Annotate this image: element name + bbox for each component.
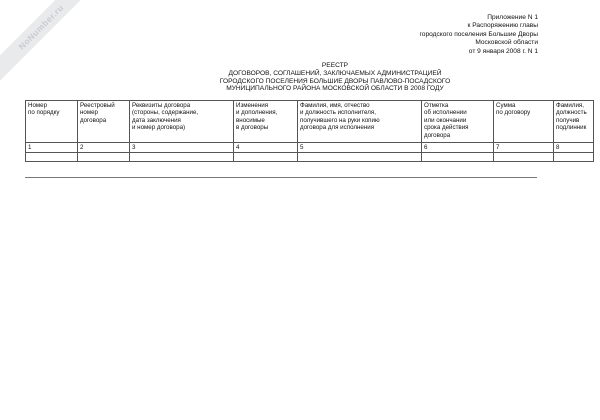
title-line: РЕЕСТР [321,62,349,69]
table-cell [298,153,422,162]
column-header: Номер по порядку [26,101,78,143]
column-number: 1 [26,143,78,153]
title-line: ГОРОДСКОГО ПОСЕЛЕНИЯ БОЛЬШИЕ ДВОРЫ ПАВЛОВО-ПОСАДСКОГО [219,77,451,85]
appendix-line: Приложение N 1 [487,14,538,21]
column-header: Фамилия, должность получив подлинник [554,101,594,143]
column-number: 5 [298,143,422,153]
column-header: Отметка об исполнении или окончании срока действия договора [422,101,494,143]
table-cell [494,153,554,162]
column-number: 3 [130,143,234,153]
column-number-row [26,143,594,153]
registry-table [25,100,594,162]
column-header: Фамилия, имя, отчество и должность исполнителя, получившего на руки копию договора для исполнения [298,101,422,143]
title-line: МУНИЦИПАЛЬНОГО РАЙОНА МОСКОВСКОЙ ОБЛАСТИ В 2008 ГОДУ [226,85,444,93]
column-header: Реестровый номер договора [78,101,130,143]
table-cell [130,153,234,162]
table-row [26,153,594,162]
table-cell [26,153,78,162]
appendix-line: Московской области [475,39,538,47]
title-line: ДОГОВОРОВ, СОГЛАШЕНИЙ, ЗАКЛЮЧАЕМЫХ АДМИНИСТРАЦИЕЙ [228,69,442,77]
column-number: 4 [234,143,298,153]
column-header: Сумма по договору [494,101,554,143]
column-number: 7 [494,143,554,153]
appendix-line: к Распоряжению главы [467,22,538,30]
table-cell [234,153,298,162]
column-header: Изменения и дополнения, вносимые в договоры [234,101,298,143]
table-cell [422,153,494,162]
table-cell [554,153,594,162]
appendix-header [420,14,538,56]
column-number: 6 [422,143,494,153]
column-number: 2 [78,143,130,153]
column-number: 8 [554,143,594,153]
bottom-divider [25,177,537,178]
table-header-row [26,101,594,143]
appendix-line: городского поселения Большие Дворы [419,30,538,38]
watermark-ribbon [0,0,100,86]
appendix-line: от 9 января 2008 г. N 1 [468,47,538,55]
document-title [140,62,530,93]
watermark-text: NoNumber.ru [16,2,66,52]
table-cell [78,153,130,162]
column-header: Реквизиты договора (стороны, содержание, дата заключения и номер договора) [130,101,234,143]
